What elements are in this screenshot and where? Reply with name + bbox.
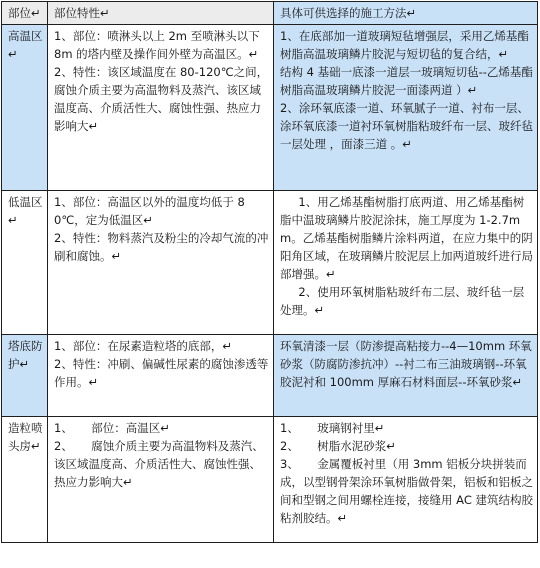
method-text: 1、用乙烯基酯树脂打底两道、用乙烯基酯树脂中温玻璃鳞片胶泥涂抹，施工厚度为 1-2.7mm。乙烯基酯树脂鳞片涂料两道，在应力集中的阴阳角区域，在玻璃鳞片胶泥层上加两道玻纤进行局部增强。↵ — [280, 195, 533, 281]
feature-text: 2、特性：该区域温度在 80-120℃之间，腐蚀介质主要为高温物料及蒸汽、该区域温度高、介质活性大、腐蚀性强、热应力影响大↵ — [54, 65, 269, 133]
row-nozzle-room — [2, 417, 538, 543]
method-text: 环氧清漆一层（防渗提高粘接力--4—10mm 环氧砂浆（防腐防渗抗冲）--衬二布三油玻璃钢--环氧胶泥衬和 100mm 厚麻石材料面层--环氧砂浆↵ — [280, 339, 532, 389]
part-methods — [274, 191, 538, 335]
feature-text: 2、特性：冲刷、偏碱性尿素的腐蚀渗透等作用。↵ — [54, 357, 269, 389]
method-item: 1、 玻璃钢衬里↵ — [280, 421, 385, 435]
part-name: 低温区↵ — [2, 191, 48, 335]
header-row — [2, 2, 538, 25]
feature-text: 2、特性：物料蒸汽及粉尘的冷却气流的冲刷和腐蚀。↵ — [54, 231, 269, 263]
part-features — [48, 417, 274, 543]
feature-text: 1、部位：喷淋头以上 2m 至喷淋头以下 8m 的塔内壁及操作间外壁为高温区。↵ — [54, 29, 260, 61]
method-item: 2、 树脂水泥砂浆↵ — [280, 439, 396, 453]
part-name: 塔底防护↵ — [2, 335, 48, 417]
header-part: 部位↵ — [2, 2, 48, 25]
part-features — [48, 335, 274, 417]
method-text: 1、在底部加一道玻璃短毡增强层，采用乙烯基酯树脂高温玻璃鳞片胶泥与短切毡的复合结，↵ — [280, 29, 529, 61]
feature-text: 1、部位：在尿素造粒塔的底部，↵ — [54, 339, 232, 353]
row-high-temp — [2, 25, 538, 191]
part-methods — [274, 417, 538, 543]
construction-methods-table — [1, 1, 538, 543]
method-item: 3、 金属覆板衬里（用 3mm 铝板分块拼装而成，以型钢骨架涂环氧树脂做骨架，铝板和铝板之间和型钢之间用螺栓连接，接缝用 AC 建筑结构胶粘剂胶结。↵ — [280, 457, 534, 525]
part-features — [48, 25, 274, 191]
feature-item: 1、 部位：高温区↵ — [54, 421, 170, 435]
method-text: 2、使用环氧树脂粘玻纤布二层、玻纤毡一层处理。↵ — [280, 285, 525, 317]
part-name: 造粒喷头房↵ — [2, 417, 48, 543]
method-text: 2、涂环氧底漆一道、环氧腻子一道、衬布一层、涂环氧底漆一道衬环氧树脂粘玻纤布一层、玻纤毡一层处理 ，面漆三道 。↵ — [280, 101, 533, 151]
part-methods — [274, 25, 538, 191]
part-features — [48, 191, 274, 335]
row-tower-bottom — [2, 335, 538, 417]
feature-item: 2、 腐蚀介质主要为高温物料及蒸汽、该区域温度高、介质活性大、腐蚀性强、热应力影响大↵ — [54, 439, 264, 489]
header-methods: 具体可供选择的施工方法↵ — [274, 2, 538, 25]
method-text: 结构 4 基础一底漆一道层一玻璃短切毡--乙烯基酯树脂高温玻璃鳞片胶泥一面漆两道 ）↵ — [280, 65, 533, 97]
part-name: 高温区↵ — [2, 25, 48, 191]
header-features: 部位特性↵ — [48, 2, 274, 25]
part-methods — [274, 335, 538, 417]
row-low-temp — [2, 191, 538, 335]
feature-text: 1、部位：高温区以外的温度均低于 80℃，定为低温区↵ — [54, 195, 245, 227]
